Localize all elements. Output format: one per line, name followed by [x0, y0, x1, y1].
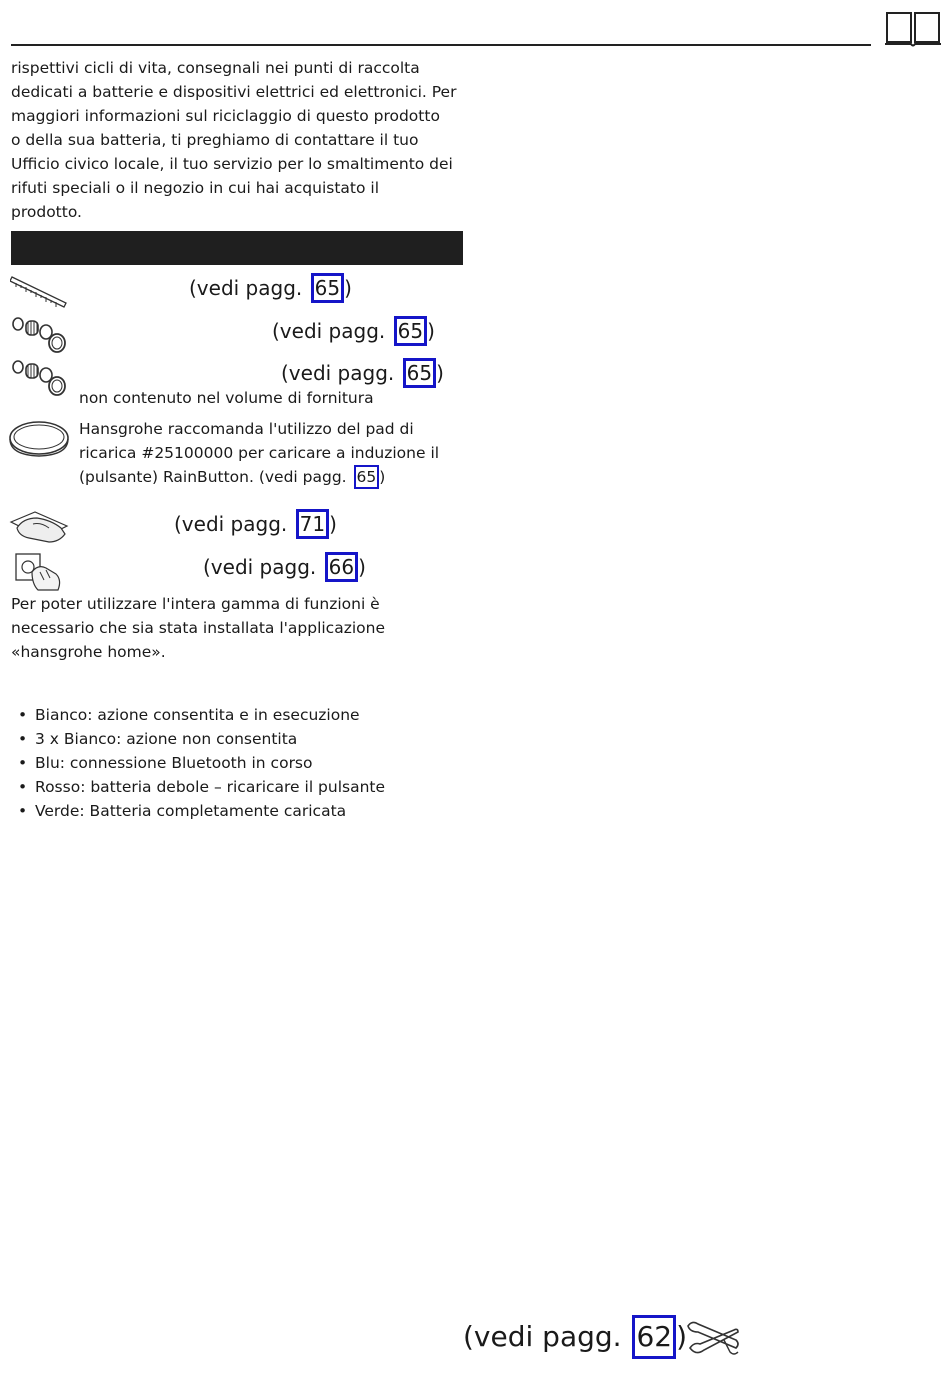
intro-line: prodotto.: [11, 203, 82, 221]
hand-press-icon: [9, 508, 69, 548]
footer-page-ref: [463, 1315, 687, 1359]
note-line: ricarica #25100000 per caricare a induzione il: [79, 444, 440, 462]
page-ref-link[interactable]: 65: [311, 273, 344, 303]
section-header-bar: [11, 231, 463, 265]
header-rule: [11, 44, 871, 46]
app-line: necessario che sia stata installata l'applicazione: [11, 619, 385, 637]
intro-line: rifuti speciali o il negozio in cui hai acquistato il: [11, 179, 380, 197]
page-ref-line: [203, 552, 366, 582]
ref-prefix: (vedi pagg.: [174, 512, 294, 536]
ref-prefix: (vedi pagg.: [281, 361, 401, 385]
page-ref-link[interactable]: 65: [354, 465, 380, 489]
open-book-icon: [884, 10, 942, 48]
ref-prefix: (vedi pagg.: [272, 319, 392, 343]
ref-suffix: ): [676, 1320, 688, 1353]
intro-paragraph: [11, 56, 471, 224]
ref-suffix: ): [436, 361, 444, 385]
ref-prefix: (vedi pagg.: [189, 276, 309, 300]
page-ref-line: [174, 509, 337, 539]
wall-mount-icon: [12, 550, 64, 592]
intro-line: rispettivi cicli di vita, consegnali nei punti di raccolta: [11, 59, 420, 77]
ref-suffix: ): [329, 512, 337, 536]
intro-line: dedicati a batterie e dispositivi elettrici ed elettronici. Per: [11, 83, 457, 101]
intro-line: o della sua batteria, ti preghiamo di contattare il tuo: [11, 131, 419, 149]
wrench-icon: [684, 1318, 740, 1358]
fittings-icon: [10, 316, 68, 356]
led-legend: [11, 703, 471, 823]
app-line: Per poter utilizzare l'intera gamma di funzioni è: [11, 595, 380, 613]
ruler-icon: [10, 273, 68, 311]
page-ref-line: [281, 358, 444, 388]
ref-suffix: ): [379, 468, 386, 486]
note-line: [79, 465, 469, 489]
page-ref-link[interactable]: 71: [296, 509, 329, 539]
fittings-icon: [10, 359, 68, 399]
list-item: • 3 x Bianco: azione non consentita: [11, 727, 471, 751]
page-ref-link[interactable]: 62: [632, 1315, 676, 1359]
page-ref-link[interactable]: 65: [403, 358, 436, 388]
ref-suffix: ): [344, 276, 352, 300]
note-text: (pulsante) RainButton. (vedi pagg.: [79, 468, 352, 486]
note-line: Hansgrohe raccomanda l'utilizzo del pad di: [79, 420, 414, 438]
charging-pad-icon: [8, 418, 70, 460]
list-item: • Bianco: azione consentita e in esecuzione: [11, 703, 471, 727]
list-item: • Verde: Batteria completamente caricata: [11, 799, 471, 823]
ref-prefix: (vedi pagg.: [203, 555, 323, 579]
intro-line: maggiori informazioni sul riciclaggio di questo prodotto: [11, 107, 440, 125]
page-ref-line: [272, 316, 435, 346]
charging-pad-note: [79, 417, 469, 489]
app-line: «hansgrohe home».: [11, 643, 166, 661]
intro-line: Ufficio civico locale, il tuo servizio per lo smaltimento dei: [11, 155, 453, 173]
app-paragraph: [11, 592, 471, 664]
list-item: • Rosso: batteria debole – ricaricare il pulsante: [11, 775, 471, 799]
page-ref-link[interactable]: 65: [394, 316, 427, 346]
page-ref-link[interactable]: 66: [325, 552, 358, 582]
ref-prefix: (vedi pagg.: [463, 1320, 631, 1353]
page-ref-line: [189, 273, 352, 303]
not-included-note: non contenuto nel volume di fornitura: [79, 389, 374, 407]
ref-suffix: ): [427, 319, 435, 343]
list-item: • Blu: connessione Bluetooth in corso: [11, 751, 471, 775]
ref-suffix: ): [358, 555, 366, 579]
